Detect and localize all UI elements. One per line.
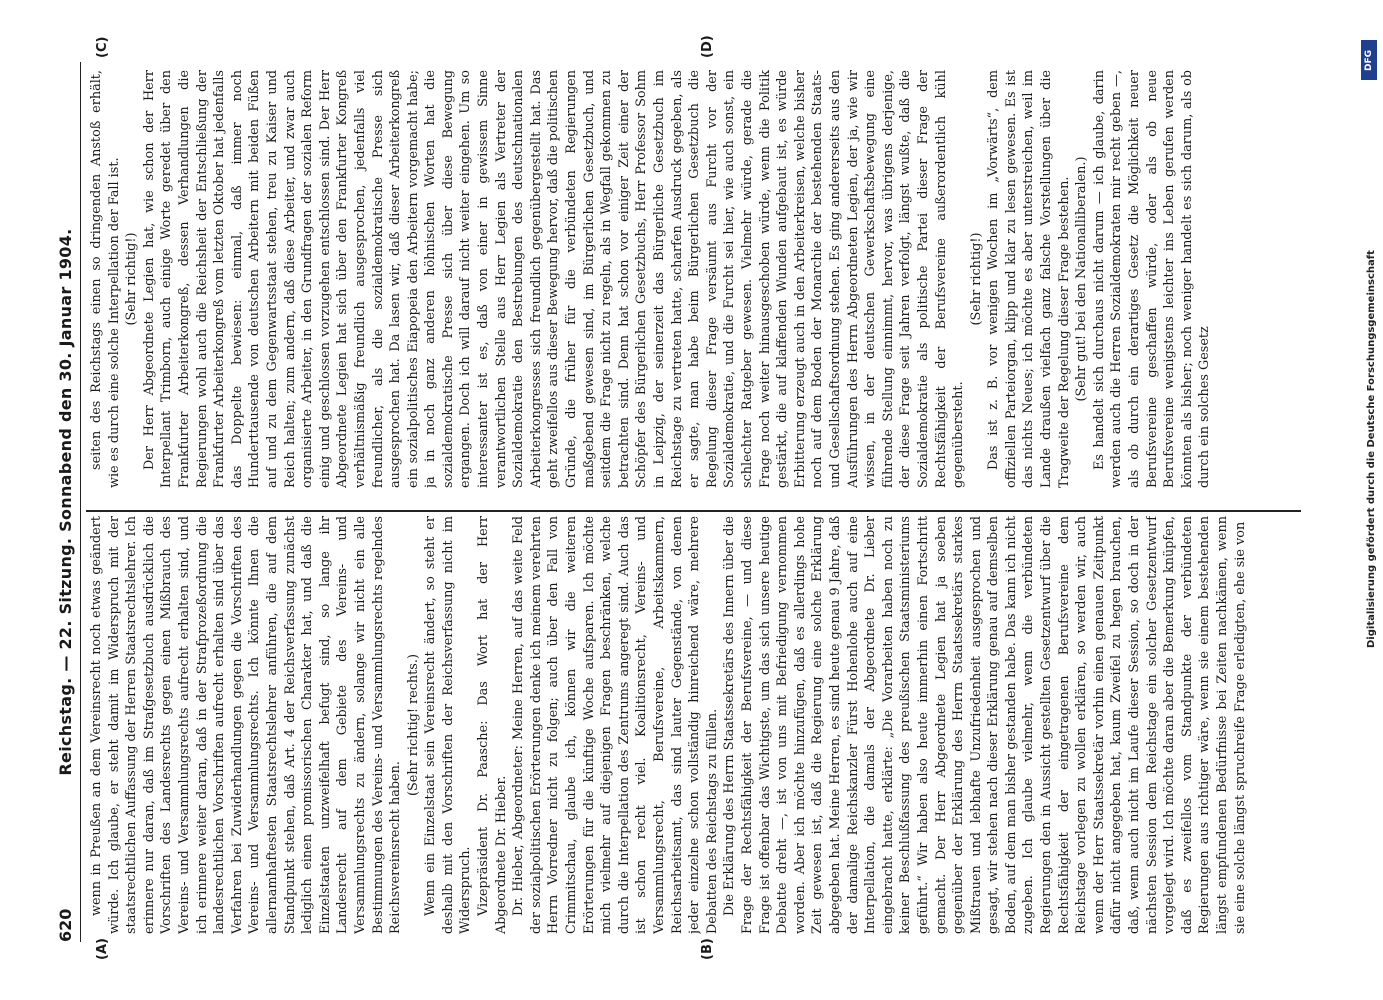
paragraph: Wenn ein Einzelstaat sein Vereinsrecht ändert, so steht er deshalb mit den Vorschriften der Reichsverfassung nicht im Widerspruch. (423, 516, 474, 934)
credit-text: Digitalisierung gefördert durch die Deutsche Forschungsgemeinschaft (1366, 250, 1377, 648)
interjection: (Sehr richtig!) (968, 232, 984, 326)
page-number: 620 (55, 908, 75, 942)
paragraph: Der Herr Abgeordnete Legien hat, wie schon der Herr Interpellant Trimborn, auch einige Worte geredet über den Frankfurter Arbeiterkongreß, dessen Verhandlungen die Regierungen wohl auch die Reichsheit der Entschließung der Frankfurter Arbeiterkongreß vom letzten Oktober hat jedenfalls das Doppelte bewiesen: einmal, daß immer noch Hunderttausende von deutschen Arbeitern mit beiden Füßen auf und zu dem Gegenwartsstaat stehen, treu zu Kaiser und Reich halten; zum andern, daß diese Arbeiter, und zwar auch organisierte Arbeiter, in den Grundfragen der sozialen Reform einig und geschlossen vorzugehen entschlossen sind. Der Herr Abgeordnete Legien hat sich über den Frankfurter Kongreß verhältnismäßig freundlich ausgesprochen, jedenfalls viel freundlicher, als die sozialdemokratische Presse sich ausgesprochen hat. Da lasen wir, daß dieser Arbeiterkongreß ein sozialpolitisches Eiapopeia den Arbeitern vorgemacht habe; ja in noch ganz anderen höhnischen Worten hat die sozialdemokratische Presse sich über diese Bewegung ergangen. Doch ich will darauf nicht weiter eingehen. Um so interessanter ist es, daß von einer in gewissem Sinne verantwortlichen Stelle aus Herr Legien als Vertreter der Sozialdemokratie den Bestrebungen des deutschnationalen Arbeiterkongresses sich freundlich gegenübergestellt hat. Das geht zweifellos aus dieser Bewegung hervor, daß die politischen Gründe, die früher für die verbündeten Regierungen maßgebend gewesen sind, im Bürgerlichen Gesetzbuch, und seitdem die Frage nicht zu regeln, als in Wegfall gekommen zu betrachten sind. Denn hat schon vor einiger Zeit einer der Schöpfer des Bürgerlichen Gesetzbuchs, Herr Professor Sohm in Leipzig, der seinerzeit das Bürgerliche Gesetzbuch im Reichstage zu vertreten hatte, scharfen Ausdruck gegeben, als er sagte, man habe beim Bürgerlichen Gesetzbuch die Regelung dieser Frage versäumt aus Furcht vor der Sozialdemokratie, und die Furcht sei hier, wie auch sonst, ein schlechter Ratgeber gewesen. Vielmehr würde, gerade die Frage noch weiter hinausgeschoben würde, wenn die Politik gestärkt, die auf klaffenden Wunden aufgebaut ist, es würde Erbitterung erzeugt auch in den Arbeiterkreisen, welche bisher noch auf dem Boden der Monarchie der bestehenden Staats- und Gesellschaftsordnung stehen. Es ging andererseits aus den Ausführungen des Herrn Abgeordneten Legien, der ja, wie wir wissen, in der deutschen Gewerkschaftsbewegung eine führende Stellung einnimmt, hervor, was übrigens derjenige, der diese Frage seit Jahren verfolgt, längst wußte, daß die Sozialdemokratie als politische Partei dieser Frage der Rechtsfähigkeit der Berufsvereine außerordentlich kühl gegenübersteht. (141, 70, 967, 488)
paragraph: Das ist z. B. vor wenigen Wochen im „Vorwärts“, dem offiziellen Parteiorgan, klipp und klar zu lesen gewesen. Es ist das nichts Neues; ich möchte es aber unterstreichen, weil im Lande draußen vielfach ganz falsche Vorstellungen über die Tragweite der Regelung dieser Frage bestehen. (986, 70, 1072, 488)
paragraph: seiten des Reichstags einen so dringenden Anstoß erhält, wie es durch eine solche Interpellation der Fall ist. (89, 70, 122, 488)
paragraph: wenn in Preußen an dem Vereinsrecht noch etwas geändert würde. Ich glaube, er steht damit im Widerspruch mit der staatsrechtlichen Auffassung der Herren Staatsrechtslehrer. Ich erinnere nur daran, daß im Strafgesetzbuch ausdrücklich die Vorschriften des Landesrechts gegen einen Mißbrauch des Vereins- und Versammlungsrechts aufrecht erhalten sind, und ich erinnere weiter daran, daß in der Strafprozeßordnung die landesrechtlichen Vorschriften aufrecht erhalten sind über das Verfahren bei Zuwiderhandlungen gegen die Vorschriften des Vereins- und Versammlungsrechts. Ich könnte Ihnen die allernamhaftesten Staatsrechtslehrer anführen, die auf dem Standpunkt stehen, daß Art. 4 der Reichsverfassung zunächst lediglich einen promissorischen Charakter hat, und daß die Einzelstaaten unzweifelhaft befugt sind, so lange ihr Landesrecht auf dem Gebiete des Vereins- und Versammlungsrechts zu ändern, solange wir nicht ein alle Bestimmungen des Vereins- und Versammlungsrechts regelndes Reichsvereinsrecht haben. (89, 516, 404, 934)
digitization-credit (1357, 40, 1379, 648)
margin-marker-d: (D) (700, 35, 715, 58)
paragraph: Die Erklärung des Herrn Staatssekretärs des Innern über die Frage der Rechtsfähigkeit der Berufsvereine, — und diese Frage ist offenbar das Wichtigste, um das sich unsere heutige Debatte dreht —, ist von uns mit Befriedigung vernommen worden. Aber ich möchte hinzufügen, daß es allerdings hohe Zeit gewesen ist, daß die Regierung eine solche Erklärung abgegeben hat. Meine Herren, es sind heute genau 9 Jahre, daß der damalige Reichskanzler Fürst Hohenlohe auch auf eine Interpellation, die damals der Abgeordnete Dr. Lieber eingebracht hatte, erklärte: „Die Vorarbeiten haben noch zu keiner Beschlußfassung des preußischen Staatsministeriums geführt.“ Wir haben also heute immerhin einen Fortschritt gemacht. Der Herr Abgeordnete Legien hat ja soeben gegenüber der Erklärung des Herrn Staatssekretärs starkes Mißtrauen und lebhafte Unzufriedenheit ausgesprochen und gesagt, wir stehen nach dieser Erklärung genau auf demselben Boden, auf dem man bisher gestanden habe. Das kann ich nicht zugeben. Ich glaube vielmehr, wenn die verbündeten Regierungen den in Aussicht gestellten Gesetzentwurf über die Rechtsfähigkeit der eingetragenen Berufsvereine dem Reichstage vorlegen zu wollen erklären, so werden wir, auch wenn der Herr Staatssekretär vorhin einen genauen Zeitpunkt dafür nicht angegeben hat, kaum Zweifel zu hegen brauchen, daß, wenn auch nicht im Laufe dieser Session, so doch in der nächsten Session dem Reichstage ein solcher Gesetzentwurf vorgelegt wird. Ich möchte daran aber die Bemerkung knüpfen, daß es zweifellos vom Standpunkte der verbündeten Regierungen aus richtiger wäre, wenn sie einem bestehenden längst empfundenen Bedürfnisse bei Zeiten nachkämen, wenn sie eine solche längst spruchreife Frage erledigten, ehe sie von (722, 516, 1248, 934)
speaker-intro: Vizepräsident Dr. Paasche: Das Wort hat der Herr Abgeordnete Dr. Hieber. (476, 516, 509, 934)
right-column (88, 70, 1298, 488)
page-header (50, 62, 81, 942)
margin-marker-a: (A) (95, 938, 110, 960)
paragraph: Es handelt sich durchaus nicht darum — ich glaube, darin werden auch die Herren Sozialdemokraten mir recht geben —, als ob durch ein derartiges Gesetz die Möglichkeit neuer Berufsvereine geschaffen würde, oder als ob neue Berufsvereine wenigstens leichter ins Leben gerufen werden könnten als bisher; noch weniger handelt es sich darum, als ob durch ein solches Gesetz (1091, 70, 1213, 488)
interjection: (Sehr richtig! rechts.) (405, 654, 421, 796)
margin-marker-b: (B) (700, 938, 715, 960)
page-title: Reichstag. — 22. Sitzung. Sonnabend den 30. Januar 1904. (55, 228, 75, 776)
left-column (88, 516, 1298, 934)
paragraph: Dr. Hieber, Abgeordneter: Meine Herren, auf das weite Feld der sozialpolitischen Erörterungen denke ich meinem verehrten Herrn Vorredner nicht zu folgen; auch über den Fall von Crimmitschau, glaube ich, können wir die weiteren Erörterungen für die künftige Woche aufsparen. Ich möchte mich vielmehr auf diejenigen Fragen beschränken, welche durch die Interpellation des Zentrums angeregt sind. Auch das ist schon recht viel. Koalitionsrecht, Vereins- und Versammlungsrecht, Berufsvereine, Arbeitskammern, Reichsarbeitsamt, das sind lauter Gegenstände, von denen jeder einzelne schon vollständig hinreichend wäre, mehrere Debatten des Reichstags zu füllen. (511, 516, 720, 934)
interjection: (Sehr richtig!) (124, 232, 140, 326)
column-divider (86, 511, 1301, 513)
dfg-logo-icon: DFG (1361, 40, 1377, 80)
margin-marker-c: (C) (95, 36, 110, 58)
interjection: (Sehr gut! bei den Nationalliberalen.) (1074, 156, 1090, 402)
